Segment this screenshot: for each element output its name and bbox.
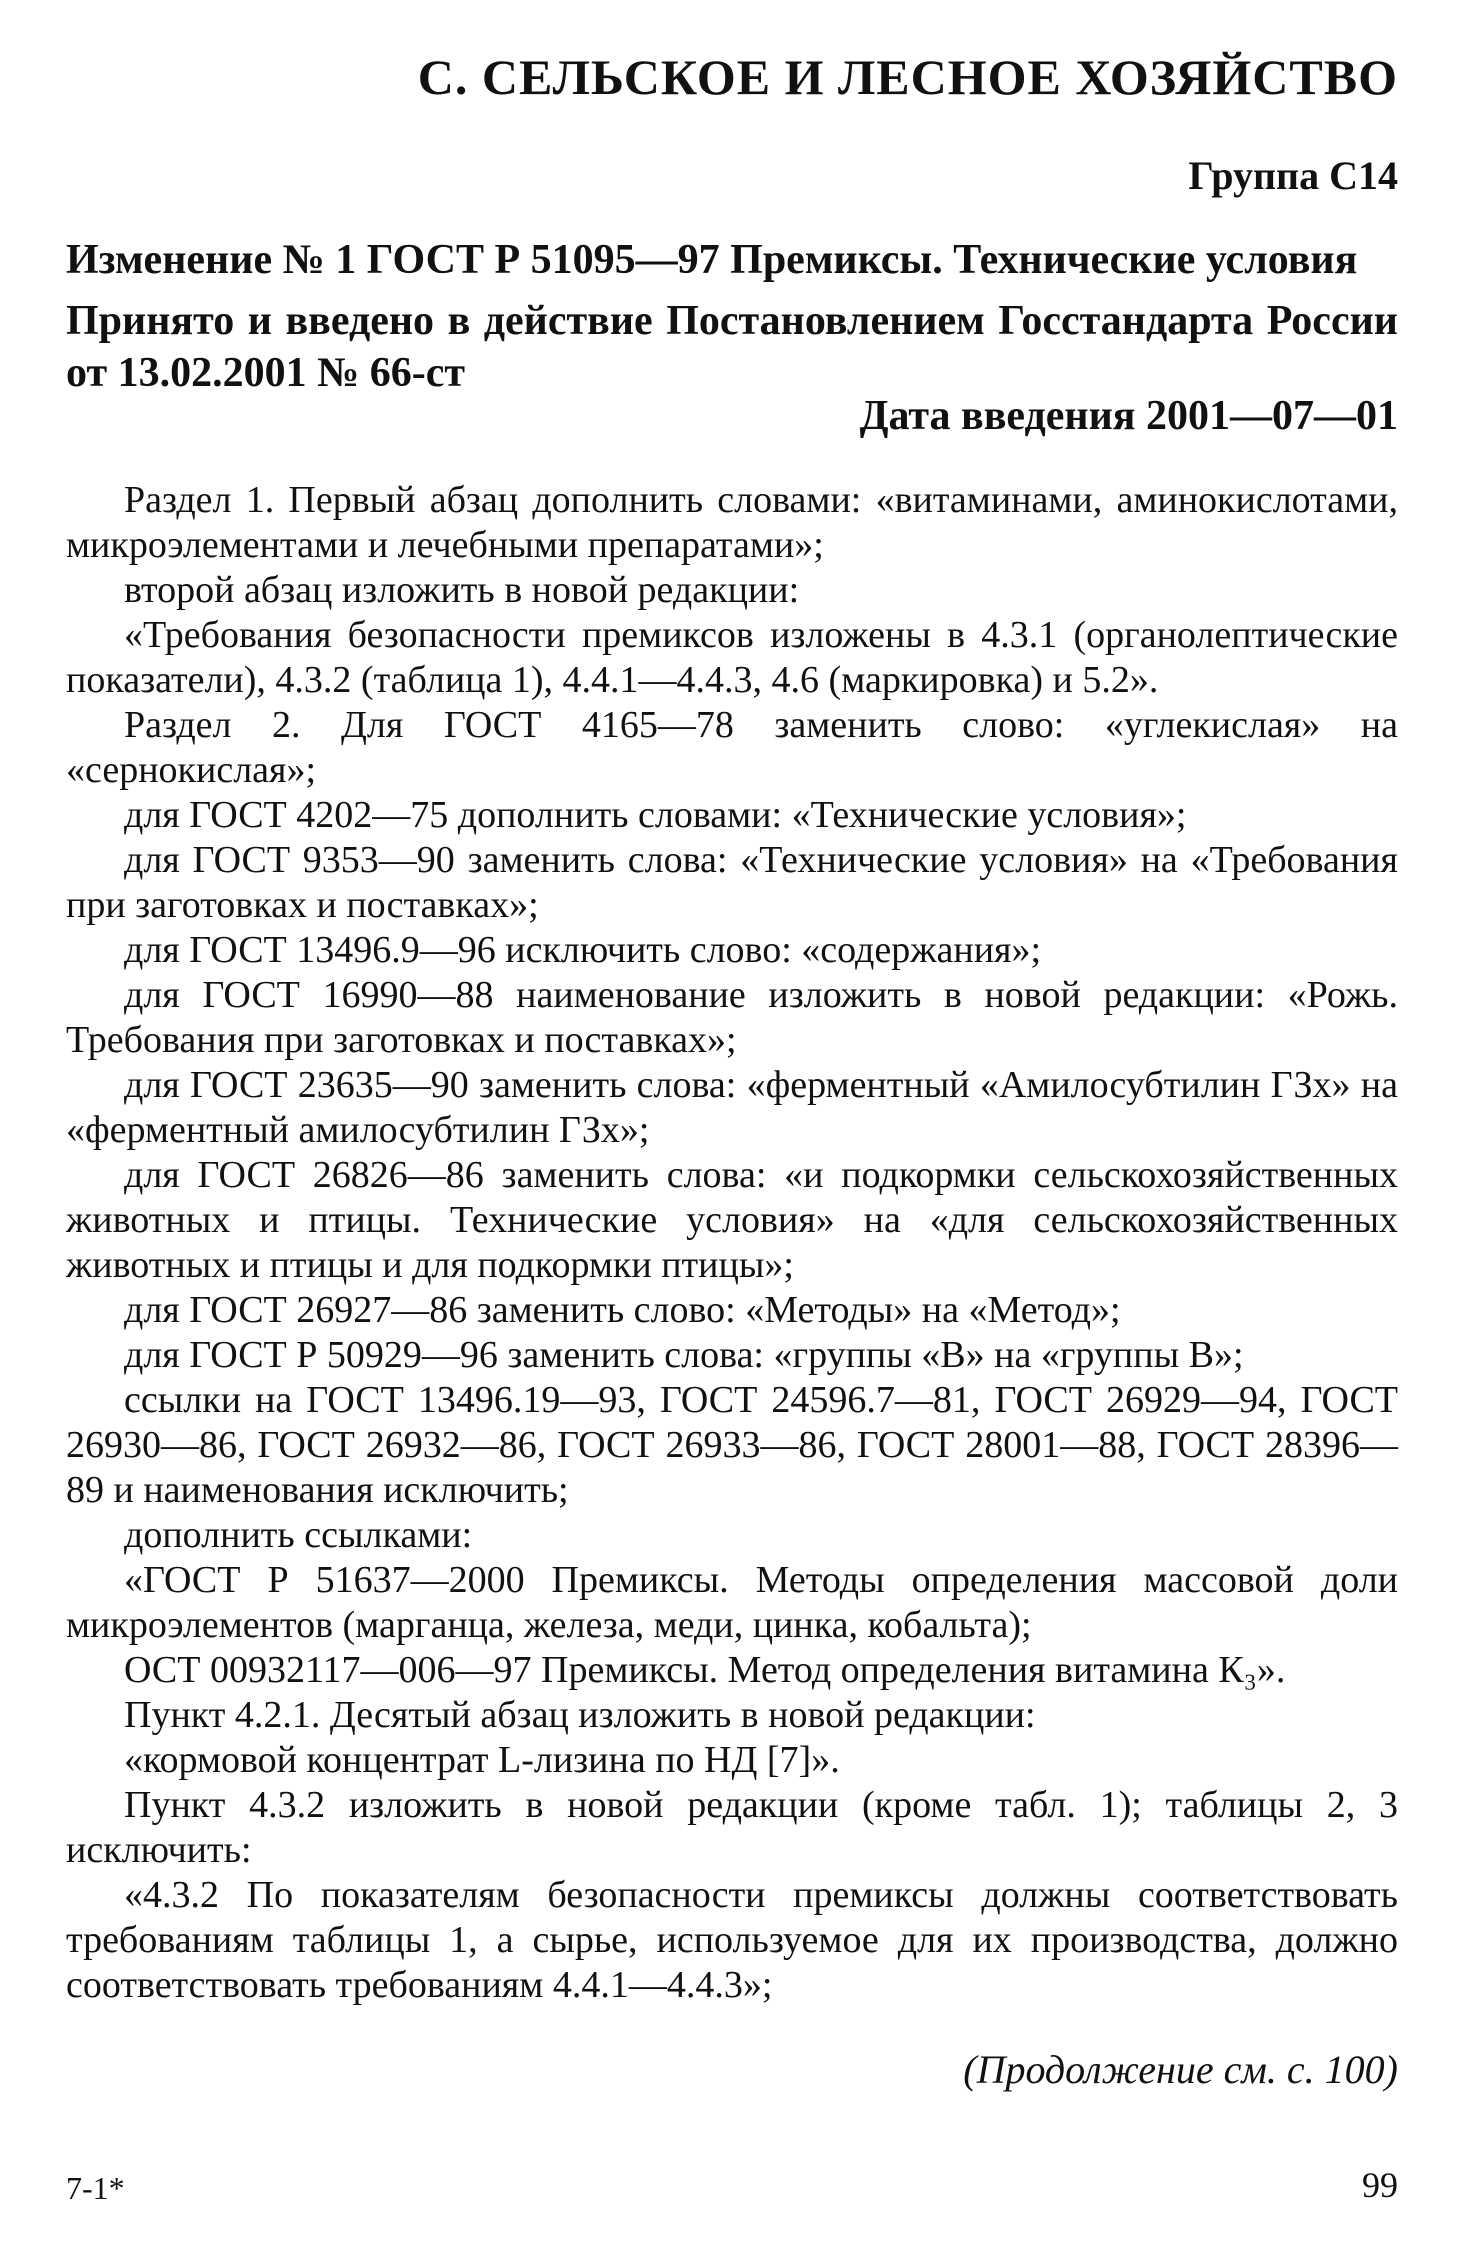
paragraph: для ГОСТ 26826—86 заменить слова: «и подкормки сельскохозяйственных животных и птицы. Технические условия» на «для сельскохозяйственных животных и птицы и для подкормки птицы»; (66, 1154, 1398, 1286)
paragraph: для ГОСТ 26927—86 заменить слово: «Методы» на «Метод»; (124, 1289, 1121, 1331)
introduction-date: Дата введения 2001—07—01 (859, 393, 1398, 439)
paragraph: «ГОСТ Р 51637—2000 Премиксы. Методы определения массовой доли микроэлементов (марганца, железа, меди, цинка, кобальта); (66, 1559, 1398, 1646)
adoption-statement: Принято и введено в действие Постановлением Госстандарта России от 13.02.2001 № 66-ст (66, 298, 1398, 396)
paragraph: «4.3.2 По показателям безопасности премиксы должны соответствовать требованиям таблицы 1, а сырье, используемое для их производства, должно соответствовать требованиям 4.4.1—4.4.3»; (66, 1874, 1398, 2006)
amendment-body (66, 478, 1398, 2008)
footer-mark: 7-1* (66, 2170, 125, 2206)
paragraph: для ГОСТ 23635—90 заменить слова: «ферментный «Амилосубтилин ГЗх» на «ферментный амилосубтилин ГЗх»; (66, 1064, 1398, 1151)
paragraph: «Требования безопасности премиксов изложены в 4.3.1 (органолептические показатели), 4.3.2 (таблица 1), 4.4.1—4.4.3, 4.6 (маркировка) и 5.2». (66, 614, 1398, 701)
continuation-note: (Продолжение см. с. 100) (963, 2047, 1398, 2092)
paragraph: ОСТ 00932117—006—97 Премиксы. Метод определения витамина К₃». (124, 1649, 1286, 1691)
paragraph: «кормовой концентрат L-лизина по НД [7]». (124, 1739, 840, 1781)
paragraph: Пункт 4.3.2 изложить в новой редакции (кроме табл. 1); таблицы 2, 3 исключить: (66, 1784, 1398, 1871)
amendment-title: Изменение № 1 ГОСТ Р 51095—97 Премиксы. Технические условия (66, 237, 1358, 283)
paragraph: для ГОСТ 9353—90 заменить слова: «Технические условия» на «Требования при заготовках и поставках»; (66, 839, 1398, 926)
paragraph: Раздел 1. Первый абзац дополнить словами: «витаминами, аминокислотами, микроэлементами и лечебными препаратами»; (66, 479, 1398, 566)
paragraph: для ГОСТ 13496.9—96 исключить слово: «содержания»; (124, 929, 1042, 971)
paragraph: второй абзац изложить в новой редакции: (124, 569, 800, 611)
paragraph: ссылки на ГОСТ 13496.19—93, ГОСТ 24596.7—81, ГОСТ 26929—94, ГОСТ 26930—86, ГОСТ 26932—86, ГОСТ 26933—86, ГОСТ 28001—88, ГОСТ 28396—89 и наименования исключить; (66, 1379, 1398, 1511)
page-number: 99 (1362, 2165, 1398, 2205)
paragraph: для ГОСТ Р 50929—96 заменить слова: «группы «В» на «группы В»; (124, 1334, 1244, 1376)
paragraph: Пункт 4.2.1. Десятый абзац изложить в новой редакции: (124, 1694, 1036, 1736)
paragraph: для ГОСТ 4202—75 дополнить словами: «Технические условия»; (124, 794, 1187, 836)
group-label: Группа С14 (1188, 153, 1398, 198)
paragraph: дополнить ссылками: (124, 1514, 473, 1556)
paragraph: для ГОСТ 16990—88 наименование изложить в новой редакции: «Рожь. Требования при заготовках и поставках»; (66, 974, 1398, 1061)
paragraph: Раздел 2. Для ГОСТ 4165—78 заменить слово: «углекислая» на «сернокислая»; (66, 704, 1398, 791)
section-title: С. СЕЛЬСКОЕ И ЛЕСНОЕ ХОЗЯЙСТВО (417, 49, 1398, 105)
